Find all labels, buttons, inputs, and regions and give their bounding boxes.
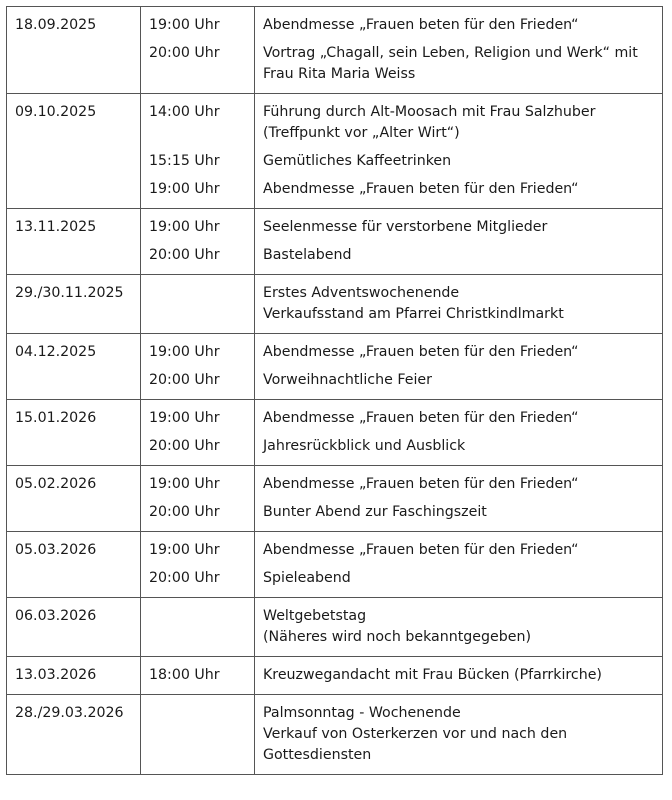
event-time [149,283,246,325]
event-time: 20:00 Uhr [149,247,220,263]
schedule-row [7,695,663,775]
event-text-line: Abendmesse „Frauen beten für den Frieden“ [263,17,579,33]
event-date: 04.12.2025 [15,344,97,360]
event-time: 19:00 Uhr [149,344,220,360]
date-cell [7,7,141,94]
event-entry [263,703,654,766]
event-text-line: (Näheres wird noch bekanntgegeben) [263,629,532,645]
event-time [149,606,246,648]
event-date: 28./29.03.2026 [15,705,124,721]
event-cell [255,400,663,466]
event-date: 05.02.2026 [15,476,97,492]
time-cell [141,598,255,657]
event-text-line: Führung durch Alt-Moosach mit Frau Salzhuber [263,104,596,120]
event-time: 14:00 Uhr [149,104,220,120]
time-cell [141,209,255,275]
event-date: 18.09.2025 [15,17,97,33]
time-cell [141,334,255,400]
event-entry [263,436,654,457]
event-time: 18:00 Uhr [149,667,220,683]
time-cell [141,275,255,334]
event-time: 19:00 Uhr [149,542,220,558]
event-text-line: Vorweihnachtliche Feier [263,372,432,388]
schedule-row [7,7,663,94]
event-time: 19:00 Uhr [149,476,220,492]
event-time: 19:00 Uhr [149,181,220,197]
event-date: 09.10.2025 [15,104,97,120]
event-entry [263,474,654,495]
event-text-line: Vortrag „Chagall, sein Leben, Religion und Werk“ mit [263,45,638,61]
event-date: 05.03.2026 [15,542,97,558]
time-cell [141,657,255,695]
schedule-row [7,657,663,695]
event-text-line: Abendmesse „Frauen beten für den Frieden“ [263,476,579,492]
date-cell [7,94,141,209]
date-cell [7,275,141,334]
event-entry [263,540,654,561]
date-cell [7,695,141,775]
schedule-row [7,275,663,334]
schedule-row [7,209,663,275]
event-time: 19:00 Uhr [149,17,220,33]
event-entry [263,151,654,172]
event-cell [255,94,663,209]
event-text-line: Abendmesse „Frauen beten für den Frieden“ [263,344,579,360]
event-cell [255,598,663,657]
time-cell [141,400,255,466]
event-time: 19:00 Uhr [149,219,220,235]
event-time: 20:00 Uhr [149,372,220,388]
event-text-line: Jahresrückblick und Ausblick [263,438,466,454]
date-cell [7,598,141,657]
date-cell [7,209,141,275]
event-text-line: Verkauf von Osterkerzen vor und nach den [263,726,568,742]
event-time: 20:00 Uhr [149,504,220,520]
event-entry [263,15,654,36]
date-cell [7,400,141,466]
event-text-line: Abendmesse „Frauen beten für den Frieden“ [263,181,579,197]
date-cell [7,466,141,532]
event-date: 13.11.2025 [15,219,97,235]
event-text-line: Verkaufsstand am Pfarrei Christkindlmarkt [263,306,564,322]
event-cell [255,657,663,695]
event-text-line: Weltgebetstag [263,608,367,624]
schedule-row [7,334,663,400]
event-cell [255,275,663,334]
schedule-row [7,466,663,532]
schedule-row [7,400,663,466]
schedule-row [7,532,663,598]
event-text-line: Frau Rita Maria Weiss [263,66,416,82]
event-entry [263,283,654,325]
event-text-line: Abendmesse „Frauen beten für den Frieden“ [263,542,579,558]
event-text-line: (Treffpunkt vor „Alter Wirt“) [263,125,460,141]
event-entry [263,179,654,200]
time-cell [141,94,255,209]
event-text-line: Gottesdiensten [263,747,372,763]
event-cell [255,209,663,275]
event-time [149,703,246,766]
schedule-body [7,7,663,775]
event-text-line: Bastelabend [263,247,352,263]
event-entry [263,568,654,589]
schedule-row [7,94,663,209]
event-cell [255,334,663,400]
event-cell [255,7,663,94]
event-entry [263,370,654,391]
event-time: 20:00 Uhr [149,45,220,61]
event-entry [263,342,654,363]
event-text-line: Gemütliches Kaffeetrinken [263,153,452,169]
event-date: 06.03.2026 [15,608,97,624]
event-date: 13.03.2026 [15,667,97,683]
event-text-line: Seelenmesse für verstorbene Mitglieder [263,219,548,235]
event-entry [263,43,654,85]
event-entry [263,217,654,238]
schedule-row [7,598,663,657]
event-text-line: Spieleabend [263,570,351,586]
time-cell [141,695,255,775]
event-entry [263,102,654,144]
event-text-line: Bunter Abend zur Faschingszeit [263,504,487,520]
time-cell [141,532,255,598]
time-cell [141,466,255,532]
event-time: 20:00 Uhr [149,438,220,454]
event-time: 15:15 Uhr [149,153,220,169]
event-text-line: Abendmesse „Frauen beten für den Frieden“ [263,410,579,426]
event-cell [255,695,663,775]
date-cell [7,657,141,695]
event-date: 15.01.2026 [15,410,97,426]
event-entry [263,245,654,266]
date-cell [7,532,141,598]
event-text-line: Erstes Adventswochenende [263,285,460,301]
event-time: 20:00 Uhr [149,570,220,586]
event-entry [263,606,654,648]
event-text-line: Kreuzwegandacht mit Frau Bücken (Pfarrkirche) [263,667,602,683]
time-cell [141,7,255,94]
event-schedule-table [6,6,663,775]
event-text-line: Palmsonntag - Wochenende [263,705,461,721]
event-cell [255,466,663,532]
date-cell [7,334,141,400]
event-entry [263,665,654,686]
event-entry [263,408,654,429]
event-cell [255,532,663,598]
event-entry [263,502,654,523]
event-time: 19:00 Uhr [149,410,220,426]
event-date: 29./30.11.2025 [15,285,124,301]
